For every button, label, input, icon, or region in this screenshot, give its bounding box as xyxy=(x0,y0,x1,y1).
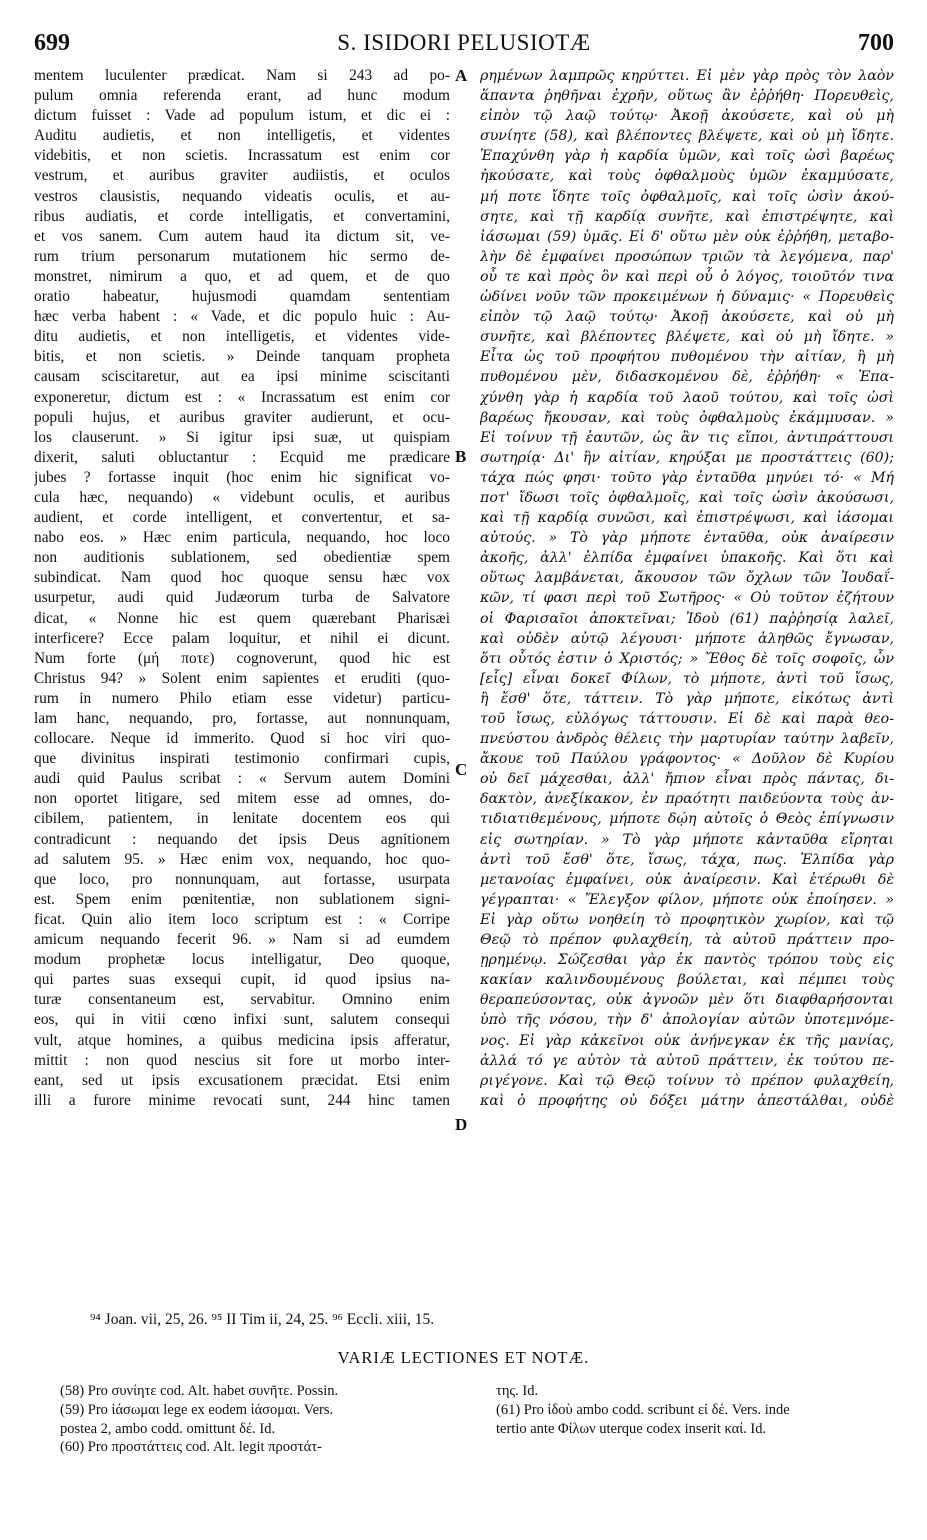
text-line: hæc verba habent : « Vade, et dic populo huic : Au- xyxy=(34,308,450,326)
latin-column xyxy=(34,66,450,1111)
text-line: κακίαν καλινδουμένους βούλεται, καὶ πέμπει τοὺς xyxy=(480,972,894,989)
text-line: pulum omnia referenda erant, ad hunc modum xyxy=(34,87,450,105)
margin-letter-a: A xyxy=(455,66,468,85)
text-line: nabo eos. » Hæc enim particula, nequando, hoc loco xyxy=(34,529,450,547)
text-line: Num forte (μή ποτε) cognoverunt, quod hic est xyxy=(34,649,450,667)
text-line: ποτ' ἴδωσι τοῖς ὀφθαλμοῖς, καὶ τοῖς ὠσὶν ἀκούσωσι, xyxy=(480,489,894,506)
text-line: ριγέγονε. Καὶ τῷ Θεῷ τοίνυν τὸ πρέπον φυλαχθείη, xyxy=(480,1072,894,1089)
text-line: ἅπαντα ῥηθῆναι ἐχρῆν, οὕτως ἂν ἐῤῥήθη· Πορευθεὶς, xyxy=(480,88,894,105)
text-line: εἰς σωτηρίαν. » Τὸ γὰρ μήποτε κἀνταῦθα εἴρηται xyxy=(480,831,894,848)
text-line: καὶ ὁ προφήτης οὐ δόξει μάτην ἀπεστάλθαι, οὐδὲ xyxy=(480,1092,894,1109)
text-line: Εἶτα ὡς τοῦ προφήτου πυθομένου τὴν αἰτίαν, ἢ μὴ xyxy=(480,349,894,366)
text-line: εἰπὸν τῷ λαῷ τούτῳ· Ἀκοῇ ἀκούσετε, καὶ οὐ μὴ xyxy=(480,108,894,125)
text-line: usurpetur, audi quid Judæorum turba de Salvatore xyxy=(34,589,450,607)
text-line: audient, et corde intelligent, et convertentur, et sa- xyxy=(34,509,450,527)
text-line: οὐ δεῖ μάχεσθαι, ἀλλ' ἤπιον εἶναι πρὸς πάντας, δι- xyxy=(480,771,894,788)
text-line: que loco, pro nonnunquam, aut fortasse, usurpata xyxy=(34,870,450,888)
text-line: vestrum, et auribus graviter audiistis, et oculos xyxy=(34,167,450,185)
text-line: contradicunt : nequando det ipsis Deus agnitionem xyxy=(34,830,450,848)
text-line: συνίητε (58), καὶ βλέποντες βλέψετε, καὶ οὐ μὴ ἴδητε. xyxy=(480,128,894,145)
text-line: συνῆτε, καὶ βλέποντες βλέψετε, καὶ οὐ μὴ ἴδητε. » xyxy=(480,329,894,346)
text-line: (59) Pro ἰάσωμαι lege ex eodem ἰάσομαι. Vers. xyxy=(60,1401,334,1418)
text-line: καὶ οὐδὲν αὐτῷ λέγουσι· μήποτε ἀληθῶς ἔγνωσαν, xyxy=(480,630,894,647)
text-line: ἀλλά τό γε αὐτὸν τὰ αὐτοῦ πράττειν, ἐκ τούτου πε- xyxy=(480,1052,894,1069)
text-line: eant, sed ut ipsis excusationem præcidat. Etsi enim xyxy=(34,1071,450,1089)
text-line: collocare. Neque id immerito. Quod si hoc viri quo- xyxy=(34,730,450,748)
text-line: οἱ Φαρισαῖοι ἀποκτεῖναι; Ἰδοὺ (61) παῤῥησίᾳ λαλεῖ, xyxy=(480,610,894,627)
text-line: [εἷς] εἶναι δοκεῖ Φίλων, τὸ μήποτε, ἀντὶ τοῦ ἴσως, xyxy=(480,670,894,687)
text-line: Auditu audietis, et non intelligetis, et videntes xyxy=(34,127,450,145)
text-line: los clauserunt. » Si igitur ipsi suæ, ut quispiam xyxy=(34,428,450,446)
text-line: ditu audietis, et non intelligetis, et videntes vide- xyxy=(34,328,450,346)
text-line: ἄκουε τοῦ Παύλου γράφοντος· « Δοῦλον δὲ Κυρίου xyxy=(480,751,894,768)
text-line: que divinitus inspirati testimonio confirmari cupis, xyxy=(34,750,450,768)
text-line: dicat, « Nonne hic est quem quærebant Pharisæi xyxy=(34,609,450,627)
text-line: dixerit, saluti obluctantur : Ecquid me prædicare xyxy=(34,448,450,466)
text-line: καὶ τῇ καρδίᾳ συνῶσι, καὶ ἐπιστρέψωσι, καὶ ἰάσομαι xyxy=(480,510,894,527)
text-line: amicum nequando fecerit 96. » Nam si ad eumdem xyxy=(34,931,450,949)
text-line: μετανοίας ἐμφαίνει, οὐκ ἀναίρεσιν. Καὶ ἑτέρωθι δὲ xyxy=(480,871,894,888)
text-line: lam hanc, nequando, pro, fortasse, aut nonnunquam, xyxy=(34,710,450,727)
text-line: tertio ante Φίλων uterque codex inserit καί. Id. xyxy=(496,1420,767,1437)
text-line: ῃρημένῳ. Σώζεσθαι γὰρ ἐκ παντὸς τρόπου τοὺς εἰς xyxy=(480,952,894,969)
text-line: exponeretur, dictum est : « Incrassatum est enim cor xyxy=(34,388,450,406)
text-line: ὠδίνει νοῦν τῶν προκειμένων ἡ δύναμις· « Πορευθεὶς xyxy=(480,289,894,306)
text-line: turæ consentaneum est, servabitur. Omnino enim xyxy=(34,991,450,1009)
text-line: κῶν, τί φασι περὶ τοῦ Σωτῆρος· « Οὐ τοῦτον ἐζήτουν xyxy=(480,590,894,607)
text-line: rum in numero Philo etiam esse videtur) particu- xyxy=(34,689,450,707)
text-line: ribus audiatis, et corde intelligatis, et convertamini, xyxy=(34,207,450,225)
text-line: ἀκοῆς, ἀλλ' ἐλπίδα ἐμφαίνει ὑπακοῆς. Καὶ ὅτι καὶ xyxy=(480,550,894,567)
text-line: vestros clausistis, nequando videatis oculis, et au- xyxy=(34,187,450,205)
text-line: cula hæc, nequando) « videbunt oculis, et auribus xyxy=(34,488,450,506)
text-line: monstret, nimirum a quo, et ad quem, et de quo xyxy=(34,267,450,285)
text-line: Θεῷ τὸ πρέπον φυλαχθείη, τὰ αὐτοῦ πράττειν προ- xyxy=(480,932,894,949)
text-line: ad salutem 95. » Hæc enim vox, nequando, hoc quo- xyxy=(34,850,450,868)
text-line: γέγραπται· « Ἔλεγξον φίλον, μήποτε οὐκ ἐποίησεν. » xyxy=(480,891,894,908)
text-line: Christus 94? » Solent enim sapientes et eruditi (quo- xyxy=(34,669,450,687)
text-line: Ἐπαχύνθη γὰρ ἡ καρδία ὑμῶν, καὶ τοῖς ὠσὶ βαρέως xyxy=(480,148,894,165)
text-line: dictum fuisset : Vade ad populum istum, et dic ei : xyxy=(34,107,450,125)
text-line: ἰάσωμαι (59) ὑμᾶς. Εἰ δ' οὕτω μὲν οὐκ ἐῤῥήθη, μεταβο- xyxy=(480,228,894,245)
page-number-right: 700 xyxy=(858,30,894,56)
text-line: audi quid Paulus scribat : « Servum autem Domini xyxy=(34,770,450,788)
text-line: σωτηρίᾳ· Δι' ἣν αἰτίαν, κηρύξαι με προστάττεις (60); xyxy=(480,449,894,466)
text-line: est. Spem enim pœnitentiæ, non sublationem signi- xyxy=(34,890,450,908)
text-line: ὑπὸ τῆς νόσου, τὴν δ' ἀπολογίαν αὐτῶν ὑποτεμνόμε- xyxy=(480,1012,894,1029)
greek-column xyxy=(480,66,894,1111)
text-line: ἢ ἔσθ' ὅτε, τάττειν. Τὸ γὰρ μήποτε, εἰκότως ἀντὶ xyxy=(480,690,894,707)
text-line: subindicat. Nam quod hoc quoque sensu hæc vox xyxy=(34,569,450,587)
page-number-left: 699 xyxy=(34,30,70,56)
text-line: vult, atque homines, a quibus medicina ipsis afferatur, xyxy=(34,1031,450,1049)
text-line: οὕτως λαμβάνεται, ἄκουσον τῶν ὄχλων τῶν Ἰουδαΐ- xyxy=(480,570,894,587)
text-line: bitis, et non scietis. » Deinde tanquam propheta xyxy=(34,348,450,366)
text-line: ρημένων λαμπρῶς κηρύττει. Εἰ μὲν γὰρ πρὸς τὸν λαὸν xyxy=(480,68,894,84)
text-line: τάχα πώς φησι· τοῦτο γὰρ ἐνταῦθα μηνύει τό· « Μή xyxy=(480,469,894,486)
variae-notes-right xyxy=(496,1382,896,1438)
text-line: (60) Pro προστάττεις cod. Alt. legit προστάτ- xyxy=(60,1439,322,1456)
text-line: populi hujus, et auribus graviter audierunt, et ocu- xyxy=(34,408,450,426)
text-line: ficat. Quin alio item loco scriptum est : « Corripe xyxy=(34,910,450,928)
text-line: illi a furore minime revocati sunt, 244 hinc tamen xyxy=(34,1091,450,1109)
text-line: modum prophetæ locus intelligatur, Deo quoque, xyxy=(34,951,450,969)
text-line: μή ποτε ἴδητε τοῖς ὀφθαλμοῖς, καὶ τοῖς ὠσὶν ἀκού- xyxy=(480,188,894,205)
text-line: mittit : non quod nescius sit fore ut morbo inter- xyxy=(34,1051,450,1069)
text-line: πυθομένου μὲν, διδασκομένου δὲ, ἐῤῥήθη· « Ἐπα- xyxy=(480,369,894,386)
text-line: jubes ? fortasse inquit (hoc enim hic significat vo- xyxy=(34,468,450,486)
text-line: βαρέως ἤκουσαν, καὶ τοὺς ὀφθαλμοὺς ἐκάμμυσαν. » xyxy=(480,409,894,426)
text-line: ἠκούσατε, καὶ τοὺς ὀφθαλμοὺς ὑμῶν ἐκαμμύσατε, xyxy=(480,168,894,185)
text-line: non oportet litigare, sed mitem esse ad omnes, do- xyxy=(34,790,450,808)
text-line: et vos sanem. Cum autem haud ita dictum sit, ve- xyxy=(34,227,450,245)
text-line: τιδιατιθεμένους, μήποτε δῴη αὐτοῖς ὁ Θεὸς ἐπίγνωσιν xyxy=(480,811,894,828)
text-line: causam sciscitaretur, aut ea ipsi minime sciscitanti xyxy=(34,368,450,386)
text-line: οὗ τε καὶ πρὸς ὃν καὶ περὶ οὗ ὁ λόγος, τοιοῦτόν τινα xyxy=(480,268,894,285)
text-line: θεραπεύσοντας, οὐκ ἀγνοῶν μὲν ὅτι διαφθαρήσονται xyxy=(480,992,894,1009)
text-line: cibilem, patientem, in lenitate docentem eos qui xyxy=(34,810,450,828)
text-line: της. Id. xyxy=(496,1383,539,1399)
text-line: τοῦ ἴσως, εὐλόγως τάττουσιν. Εἰ δὲ καὶ παρὰ θεο- xyxy=(480,711,894,727)
text-line: Εἰ γὰρ οὕτω νοηθείη τὸ προφητικὸν χωρίον, καὶ τῷ xyxy=(480,911,894,928)
text-line: rum trium personarum mutationem hic sermo de- xyxy=(34,247,450,265)
text-line: qui partes suas exsequi cupit, id quod ipsius na- xyxy=(34,971,450,989)
running-title: S. ISIDORI PELUSIOTÆ xyxy=(337,30,591,55)
text-line: (61) Pro ἰδοὺ ambo codd. scribunt εἰ δέ. Vers. inde xyxy=(496,1401,790,1418)
text-line: (58) Pro συνίητε cod. Alt. habet συνῆτε. Possin. xyxy=(60,1383,339,1399)
margin-letter-d: D xyxy=(455,1115,468,1134)
text-line: interficere? Ecce palam loquitur, et nihil ei dicunt. xyxy=(34,629,450,647)
text-line: χύνθη γὰρ ἡ καρδία τοῦ λαοῦ τούτου, καὶ τοῖς ὠσὶ xyxy=(480,389,894,406)
page-header xyxy=(34,30,894,60)
text-line: εἰπὸν τῷ λαῷ τούτῳ· Ἀκοῇ ἀκούσετε, καὶ οὐ μὴ xyxy=(480,309,894,326)
variae-lectiones-title: VARIÆ LECTIONES ET NOTÆ. xyxy=(337,1348,590,1367)
text-line: oratio habeatur, hujusmodi quamdam sententiam xyxy=(34,288,450,306)
text-line: πνεύστου ἀνδρὸς θέλεις τὴν μαρτυρίαν ταύτην λαβεῖν, xyxy=(480,731,894,748)
text-line: videbitis, et non scietis. Incrassatum est enim cor xyxy=(34,147,450,165)
text-line: νος. Εἰ γὰρ κἀκεῖνοι οὐκ ἀνήνεγκαν ἐκ τῆς μανίας, xyxy=(480,1032,894,1049)
margin-letter-b: B xyxy=(455,447,467,466)
text-line: eos, qui in vitii cœno infixi sunt, salutem consequi xyxy=(34,1011,450,1029)
text-line: mentem luculenter prædicat. Nam si 243 ad po- xyxy=(34,67,450,84)
text-line: ἀντὶ τοῦ ἔσθ' ὅτε, ἴσως, τάχα, πως. Ἐλπίδα γὰρ xyxy=(480,851,894,868)
text-line: λὴν δὲ ἐμφαίνει προσώπων τριῶν τὰ λεγόμενα, παρ' xyxy=(480,248,894,265)
footnotes: ⁹⁴ Joan. vii, 25, 26. ⁹⁵ II Tim ii, 24, 25. ⁹⁶ Eccli. xiii, 15. xyxy=(90,1311,435,1328)
text-line: Εἰ τοίνυν τῇ ἑαυτῶν, ὡς ἂν τις εἴποι, ἀντιπράττουσι xyxy=(480,429,894,446)
text-line: σητε, καὶ τῇ καρδίᾳ συνῆτε, καὶ ἐπιστρέψητε, καὶ xyxy=(480,208,894,225)
text-line: ὅτι οὗτός ἐστιν ὁ Χριστός; » Ἔθος δὲ τοῖς σοφοῖς, ὧν xyxy=(480,650,894,667)
text-line: non auditionis sublationem, sed obedientiæ spem xyxy=(34,549,450,567)
margin-letter-c: C xyxy=(455,760,468,779)
text-line: δακτὸν, ἀνεξίκακον, ἐν πραότητι παιδεύοντα τοὺς ἀν- xyxy=(480,791,894,808)
text-line: αὐτούς. » Τὸ γὰρ μήποτε ἐνταῦθα, οὐκ ἀναίρεσιν xyxy=(480,530,894,547)
variae-notes-left xyxy=(60,1382,460,1457)
text-line: postea 2, ambo codd. omittunt δέ. Id. xyxy=(60,1420,276,1437)
